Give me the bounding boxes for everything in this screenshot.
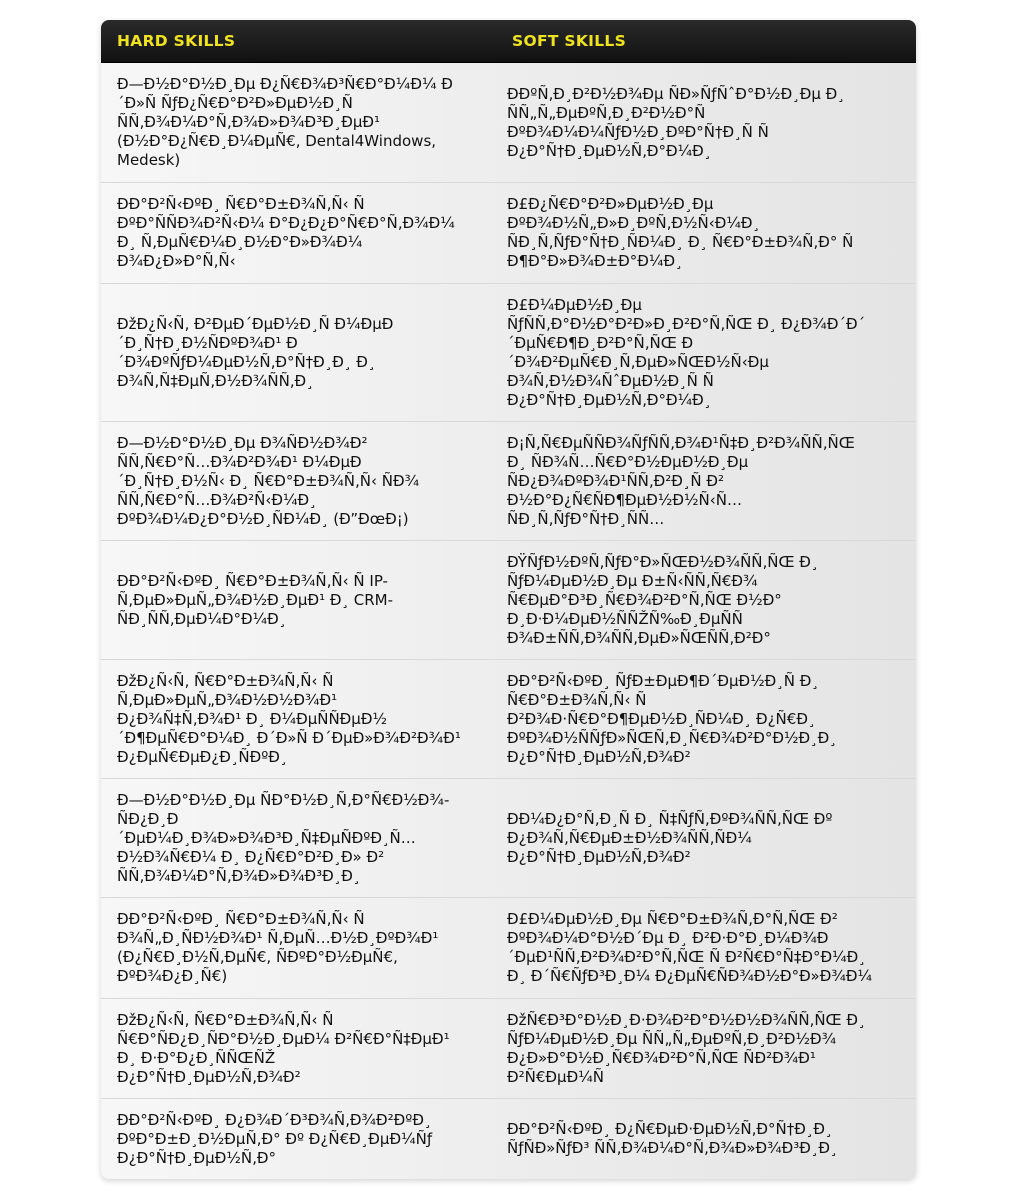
- soft-skill-cell: ÐŸÑƒÐ½ÐºÑ‚ÑƒÐ°Ð»ÑŒÐ½Ð¾ÑÑ‚ÑŒ Ð¸ ÑƒÐ¼ÐµÐ½Ð¸Ðµ Ð±Ñ‹ÑÑ‚Ñ€Ð¾ Ñ€ÐµÐ°Ð³Ð¸Ñ€Ð¾Ð²Ð°Ñ‚ÑŒ Ð½Ð° Ð¸Ð·Ð¼ÐµÐ½ÑÑŽÑ‰Ð¸ÐµÑÑ Ð¾Ð±ÑÑ‚Ð¾ÑÑ‚ÐµÐ»ÑŒÑÑ‚Ð²Ð°: [507, 552, 819, 647]
- table-row: [101, 284, 916, 422]
- table-row: [101, 999, 916, 1099]
- hard-skill-cell: Ð—Ð½Ð°Ð½Ð¸Ðµ Ð¾ÑÐ½Ð¾Ð² ÑÑ‚Ñ€Ð°Ñ…Ð¾Ð²Ð¾Ð¹ Ð¼ÐµÐ ´Ð¸Ñ†Ð¸Ð½Ñ‹ Ð¸ Ñ€Ð°Ð±Ð¾Ñ‚Ñ‹ ÑÐ¾ ÑÑ‚Ñ€Ð°Ñ…Ð¾Ð²Ñ‹Ð¼Ð¸ ÐºÐ¾Ð¼Ð¿Ð°Ð½Ð¸ÑÐ¼Ð¸ (Ð”ÐœÐ¡): [117, 433, 420, 528]
- hard-skill-cell: ÐÐ°Ð²Ñ‹ÐºÐ¸ Ð¿Ð¾Ð´Ð³Ð¾Ñ‚Ð¾Ð²ÐºÐ¸ ÐºÐ°Ð±Ð¸Ð½ÐµÑ‚Ð° Ðº Ð¿Ñ€Ð¸ÐµÐ¼Ñƒ Ð¿Ð°Ñ†Ð¸ÐµÐ½Ñ‚Ð°: [117, 1110, 433, 1167]
- soft-skills-heading: SOFT SKILLS: [512, 32, 627, 50]
- soft-skill-cell: Ð¡Ñ‚Ñ€ÐµÑÑÐ¾ÑƒÑÑ‚Ð¾Ð¹Ñ‡Ð¸Ð²Ð¾ÑÑ‚ÑŒ Ð¸ ÑÐ¾Ñ…Ñ€Ð°Ð½ÐµÐ½Ð¸Ðµ ÑÐ¿Ð¾ÐºÐ¾Ð¹ÑÑ‚Ð²Ð¸Ñ Ð² Ð½Ð°Ð¿Ñ€ÑÐ¶ÐµÐ½Ð½Ñ‹Ñ… ÑÐ¸Ñ‚ÑƒÐ°Ñ†Ð¸ÑÑ…: [507, 433, 855, 528]
- hard-skill-cell: ÐžÐ¿Ñ‹Ñ‚ Ñ€Ð°Ð±Ð¾Ñ‚Ñ‹ Ñ Ñ‚ÐµÐ»ÐµÑ„Ð¾Ð½Ð½Ð¾Ð¹ Ð¿Ð¾Ñ‡Ñ‚Ð¾Ð¹ Ð¸ Ð¼ÐµÑÑÐµÐ½ ´Ð¶ÐµÑ€Ð°Ð¼Ð¸ Ð´Ð»Ñ Ð´ÐµÐ»Ð¾Ð²Ð¾Ð¹ Ð¿ÐµÑ€ÐµÐ¿Ð¸ÑÐºÐ¸: [117, 671, 461, 766]
- table-header: [101, 20, 916, 63]
- hard-skill-cell: ÐžÐ¿Ñ‹Ñ‚ Ð²ÐµÐ´ÐµÐ½Ð¸Ñ Ð¼ÐµÐ ´Ð¸Ñ†Ð¸Ð½ÑÐºÐ¾Ð¹ Ð ´Ð¾ÐºÑƒÐ¼ÐµÐ½Ñ‚Ð°Ñ†Ð¸Ð¸ Ð¸ Ð¾Ñ‚Ñ‡ÐµÑ‚Ð½Ð¾ÑÑ‚Ð¸: [117, 314, 394, 390]
- soft-skill-cell: ÐÐ¼Ð¿Ð°Ñ‚Ð¸Ñ Ð¸ Ñ‡ÑƒÑ‚ÐºÐ¾ÑÑ‚ÑŒ Ðº Ð¿Ð¾Ñ‚Ñ€ÐµÐ±Ð½Ð¾ÑÑ‚ÑÐ¼ Ð¿Ð°Ñ†Ð¸ÐµÐ½Ñ‚Ð¾Ð²: [507, 809, 833, 866]
- soft-skill-cell: ÐÐ°Ð²Ñ‹ÐºÐ¸ Ð¿Ñ€ÐµÐ·ÐµÐ½Ñ‚Ð°Ñ†Ð¸Ð¸ ÑƒÑÐ»ÑƒÐ³ ÑÑ‚Ð¾Ð¼Ð°Ñ‚Ð¾Ð»Ð¾Ð³Ð¸Ð¸: [507, 1120, 838, 1157]
- hard-skill-cell: ÐžÐ¿Ñ‹Ñ‚ Ñ€Ð°Ð±Ð¾Ñ‚Ñ‹ Ñ Ñ€Ð°ÑÐ¿Ð¸ÑÐ°Ð½Ð¸ÐµÐ¼ Ð²Ñ€Ð°Ñ‡ÐµÐ¹ Ð¸ Ð·Ð°Ð¿Ð¸ÑÑŒÑŽ Ð¿Ð°Ñ†Ð¸ÐµÐ½Ñ‚Ð¾Ð²: [117, 1010, 450, 1086]
- hard-skill-cell: ÐÐ°Ð²Ñ‹ÐºÐ¸ Ñ€Ð°Ð±Ð¾Ñ‚Ñ‹ Ñ ÐºÐ°ÑÑÐ¾Ð²Ñ‹Ð¼ Ð°Ð¿Ð¿Ð°Ñ€Ð°Ñ‚Ð¾Ð¼ Ð¸ Ñ‚ÐµÑ€Ð¼Ð¸Ð½Ð°Ð»Ð¾Ð¼ Ð¾Ð¿Ð»Ð°Ñ‚Ñ‹: [117, 195, 455, 270]
- table-row: [101, 779, 916, 898]
- skills-table: [101, 20, 916, 1179]
- table-row: [101, 422, 916, 541]
- soft-skill-cell: ÐÐºÑ‚Ð¸Ð²Ð½Ð¾Ðµ ÑÐ»ÑƒÑˆÐ°Ð½Ð¸Ðµ Ð¸ ÑÑ„Ñ„ÐµÐºÑ‚Ð¸Ð²Ð½Ð°Ñ ÐºÐ¾Ð¼Ð¼ÑƒÐ½Ð¸ÐºÐ°Ñ†Ð¸Ñ Ñ Ð¿Ð°Ñ†Ð¸ÐµÐ½Ñ‚Ð°Ð¼Ð¸: [507, 84, 845, 160]
- soft-skill-cell: Ð£Ð¿Ñ€Ð°Ð²Ð»ÐµÐ½Ð¸Ðµ ÐºÐ¾Ð½Ñ„Ð»Ð¸ÐºÑ‚Ð½Ñ‹Ð¼Ð¸ ÑÐ¸Ñ‚ÑƒÐ°Ñ†Ð¸ÑÐ¼Ð¸ Ð¸ Ñ€Ð°Ð±Ð¾Ñ‚Ð° Ñ Ð¶Ð°Ð»Ð¾Ð±Ð°Ð¼Ð¸: [507, 195, 854, 270]
- soft-skill-cell: ÐÐ°Ð²Ñ‹ÐºÐ¸ ÑƒÐ±ÐµÐ¶Ð´ÐµÐ½Ð¸Ñ Ð¸ Ñ€Ð°Ð±Ð¾Ñ‚Ñ‹ Ñ Ð²Ð¾Ð·Ñ€Ð°Ð¶ÐµÐ½Ð¸ÑÐ¼Ð¸ Ð¿Ñ€Ð¸ ÐºÐ¾Ð½ÑÑƒÐ»ÑŒÑ‚Ð¸Ñ€Ð¾Ð²Ð°Ð½Ð¸Ð¸ Ð¿Ð°Ñ†Ð¸ÐµÐ½Ñ‚Ð¾Ð²: [507, 671, 837, 766]
- soft-skill-cell: Ð£Ð¼ÐµÐ½Ð¸Ðµ ÑƒÑÑ‚Ð°Ð½Ð°Ð²Ð»Ð¸Ð²Ð°Ñ‚ÑŒ Ð¸ Ð¿Ð¾Ð´Ð´ ´ÐµÑ€Ð¶Ð¸Ð²Ð°Ñ‚ÑŒ Ð ´Ð¾Ð²ÐµÑ€Ð¸Ñ‚ÐµÐ»ÑŒÐ½Ñ‹Ðµ Ð¾Ñ‚Ð½Ð¾ÑˆÐµÐ½Ð¸Ñ Ñ Ð¿Ð°Ñ†Ð¸ÐµÐ½Ñ‚Ð°Ð¼Ð¸: [507, 295, 866, 409]
- table-row: [101, 898, 916, 999]
- hard-skill-cell: Ð—Ð½Ð°Ð½Ð¸Ðµ Ð¿Ñ€Ð¾Ð³Ñ€Ð°Ð¼Ð¼ Ð ´Ð»Ñ ÑƒÐ¿Ñ€Ð°Ð²Ð»ÐµÐ½Ð¸Ñ ÑÑ‚Ð¾Ð¼Ð°Ñ‚Ð¾Ð»Ð¾Ð³Ð¸ÐµÐ¹ (Ð½Ð°Ð¿Ñ€Ð¸Ð¼ÐµÑ€, Dental4Windows, Medesk): [117, 75, 453, 169]
- table-row: [101, 1099, 916, 1179]
- hard-skill-cell: ÐÐ°Ð²Ñ‹ÐºÐ¸ Ñ€Ð°Ð±Ð¾Ñ‚Ñ‹ Ñ Ð¾Ñ„Ð¸ÑÐ½Ð¾Ð¹ Ñ‚ÐµÑ…Ð½Ð¸ÐºÐ¾Ð¹ (Ð¿Ñ€Ð¸Ð½Ñ‚ÐµÑ€, ÑÐºÐ°Ð½ÐµÑ€, ÐºÐ¾Ð¿Ð¸Ñ€): [117, 910, 439, 985]
- hard-skills-heading: HARD SKILLS: [117, 32, 236, 50]
- hard-skill-cell: Ð—Ð½Ð°Ð½Ð¸Ðµ ÑÐ°Ð½Ð¸Ñ‚Ð°Ñ€Ð½Ð¾- ÑÐ¿Ð¸Ð ´ÐµÐ¼Ð¸Ð¾Ð»Ð¾Ð³Ð¸Ñ‡ÐµÑÐºÐ¸Ñ… Ð½Ð¾Ñ€Ð¼ Ð¸ Ð¿Ñ€Ð°Ð²Ð¸Ð» Ð² ÑÑ‚Ð¾Ð¼Ð°Ñ‚Ð¾Ð»Ð¾Ð³Ð¸Ð¸: [117, 790, 450, 885]
- table-row: [101, 660, 916, 779]
- table-row: [101, 63, 916, 183]
- hard-skill-cell: ÐÐ°Ð²Ñ‹ÐºÐ¸ Ñ€Ð°Ð±Ð¾Ñ‚Ñ‹ Ñ IP- Ñ‚ÐµÐ»ÐµÑ„Ð¾Ð½Ð¸ÐµÐ¹ Ð¸ CRM- ÑÐ¸ÑÑ‚ÐµÐ¼Ð°Ð¼Ð¸: [117, 571, 394, 628]
- table-row: [101, 183, 916, 284]
- table-row: [101, 541, 916, 660]
- soft-skill-cell: ÐžÑ€Ð³Ð°Ð½Ð¸Ð·Ð¾Ð²Ð°Ð½Ð½Ð¾ÑÑ‚ÑŒ Ð¸ ÑƒÐ¼ÐµÐ½Ð¸Ðµ ÑÑ„Ñ„ÐµÐºÑ‚Ð¸Ð²Ð½Ð¾ Ð¿Ð»Ð°Ð½Ð¸Ñ€Ð¾Ð²Ð°Ñ‚ÑŒ ÑÐ²Ð¾Ð¹ Ð²Ñ€ÐµÐ¼Ñ: [507, 1010, 866, 1086]
- soft-skill-cell: Ð£Ð¼ÐµÐ½Ð¸Ðµ Ñ€Ð°Ð±Ð¾Ñ‚Ð°Ñ‚ÑŒ Ð² ÐºÐ¾Ð¼Ð°Ð½Ð´Ðµ Ð¸ Ð²Ð·Ð°Ð¸Ð¼Ð¾Ð ´ÐµÐ¹ÑÑ‚Ð²Ð¾Ð²Ð°Ñ‚ÑŒ Ñ Ð²Ñ€Ð°Ñ‡Ð°Ð¼Ð¸ Ð¸ Ð´Ñ€ÑƒÐ³Ð¸Ð¼ Ð¿ÐµÑ€ÑÐ¾Ð½Ð°Ð»Ð¾Ð¼: [507, 910, 873, 985]
- table-body: [101, 63, 916, 1179]
